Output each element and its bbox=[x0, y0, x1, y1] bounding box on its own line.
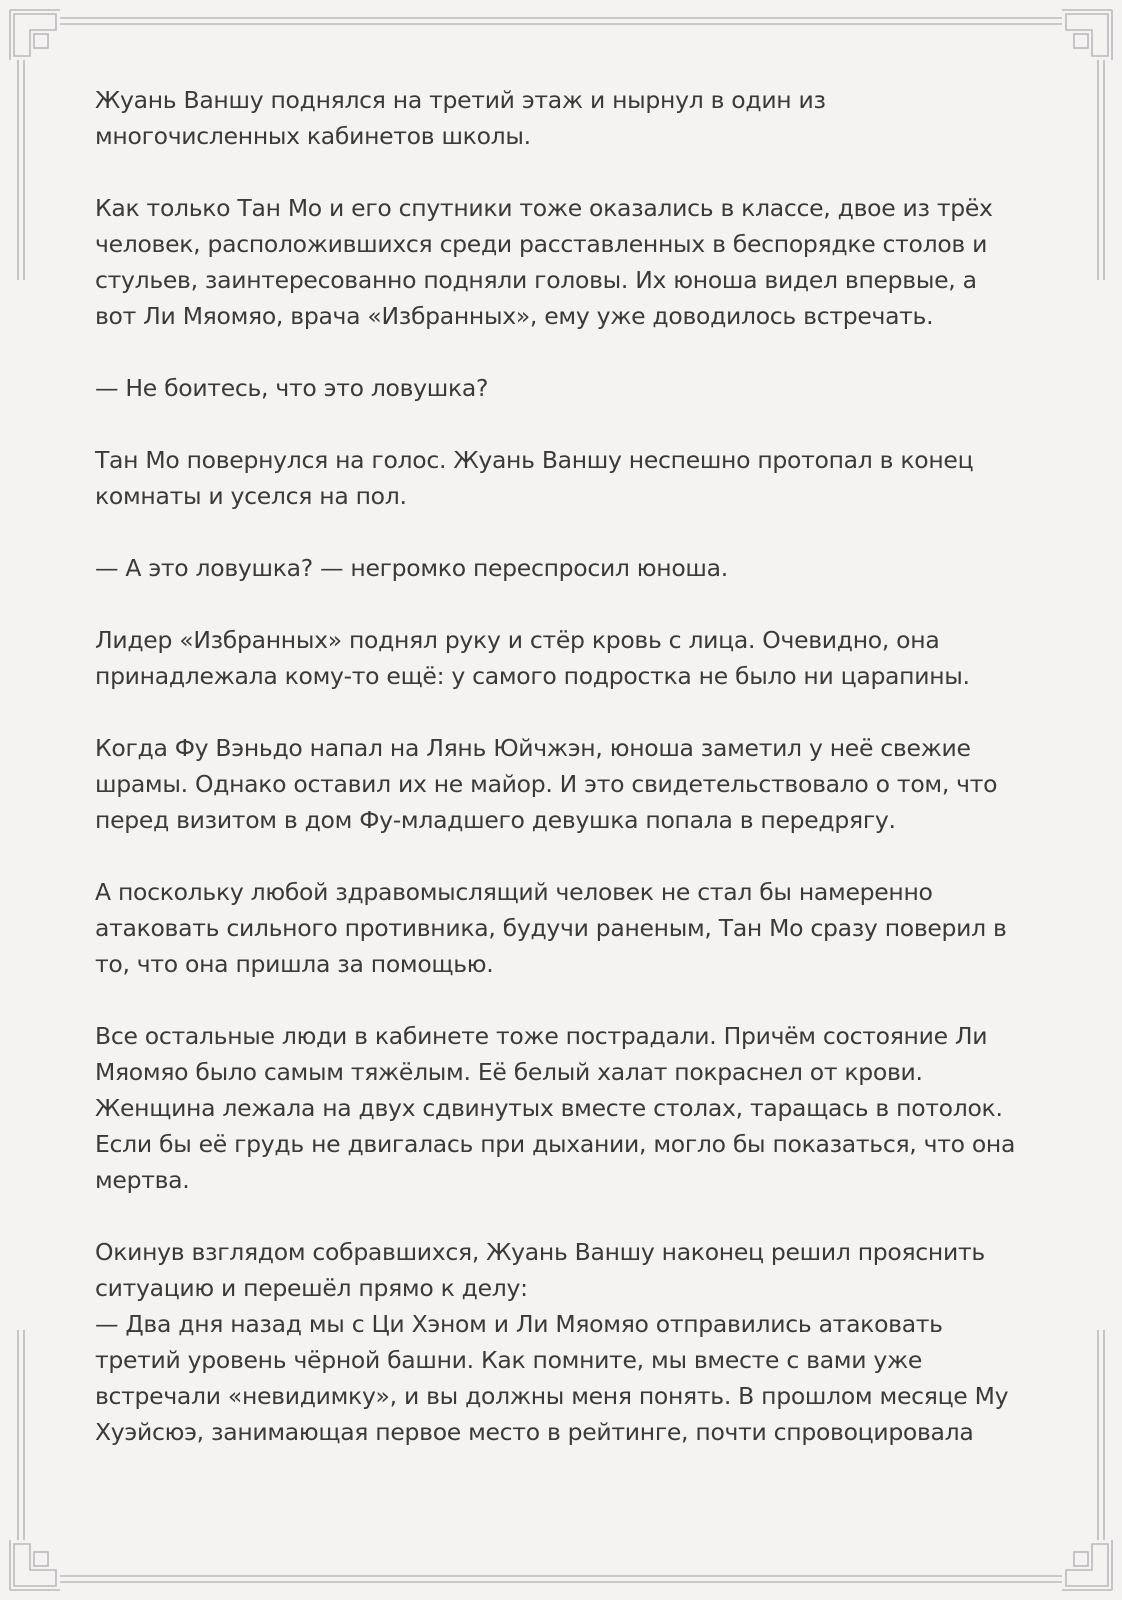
paragraph-6: Лидер «Избранных» поднял руку и стёр кровь с лица. Очевидно, она принадлежала кому-то ещё: у самого подростка не было ни царапины. bbox=[95, 626, 970, 690]
paragraph-3: — Не боитесь, что это ловушка? bbox=[95, 374, 489, 402]
paragraph-8: А поскольку любой здравомыслящий человек не стал бы намеренно атаковать сильного противника, будучи раненым, Тан Мо сразу поверил в то, что она пришла за помощью. bbox=[95, 878, 1007, 978]
paragraph-10: Окинув взглядом собравшихся, Жуань Ваншу наконец решил прояснить ситуацию и перешёл прямо к делу: — Два дня назад мы с Ци Хэном и Ли Мяомяо отправились атаковать третий уровень чёрной башни. Как помните, мы вместе с вами уже встречали «невидимку», и вы должны меня понять. В прошлом месяце Му Хуэйсюэ, занимающая первое место в рейтинге, почти спровоцировала bbox=[95, 1238, 1009, 1446]
paragraph-5: — А это ловушка? — негромко переспросил юноша. bbox=[95, 554, 728, 582]
paragraph-4: Тан Мо повернулся на голос. Жуань Ваншу неспешно протопал в конец комнаты и уселся на пол. bbox=[95, 446, 974, 510]
paragraph-9: Все остальные люди в кабинете тоже пострадали. Причём состояние Ли Мяомяо было самым тяжёлым. Её белый халат покраснел от крови. Женщина лежала на двух сдвинутых вместе столах, таращась в потолок. Если бы её грудь не двигалась при дыхании, могло бы показаться, что она мертва. bbox=[95, 1022, 1016, 1194]
document-body bbox=[95, 82, 1035, 1486]
paragraph-2: Как только Тан Мо и его спутники тоже оказались в классе, двое из трёх человек, расположившихся среди расставленных в беспорядке столов и стульев, заинтересованно подняли головы. Их юноша видел впервые, а вот Ли Мяомяо, врача «Избранных», ему уже доводилось встречать. bbox=[95, 194, 993, 330]
paragraph-7: Когда Фу Вэньдо напал на Лянь Юйчжэн, юноша заметил у неё свежие шрамы. Однако оставил их не майор. И это свидетельствовало о том, что перед визитом в дом Фу-младшего девушка попала в передрягу. bbox=[95, 734, 998, 834]
paragraph-1: Жуань Ваншу поднялся на третий этаж и нырнул в один из многочисленных кабинетов школы. bbox=[95, 86, 826, 150]
